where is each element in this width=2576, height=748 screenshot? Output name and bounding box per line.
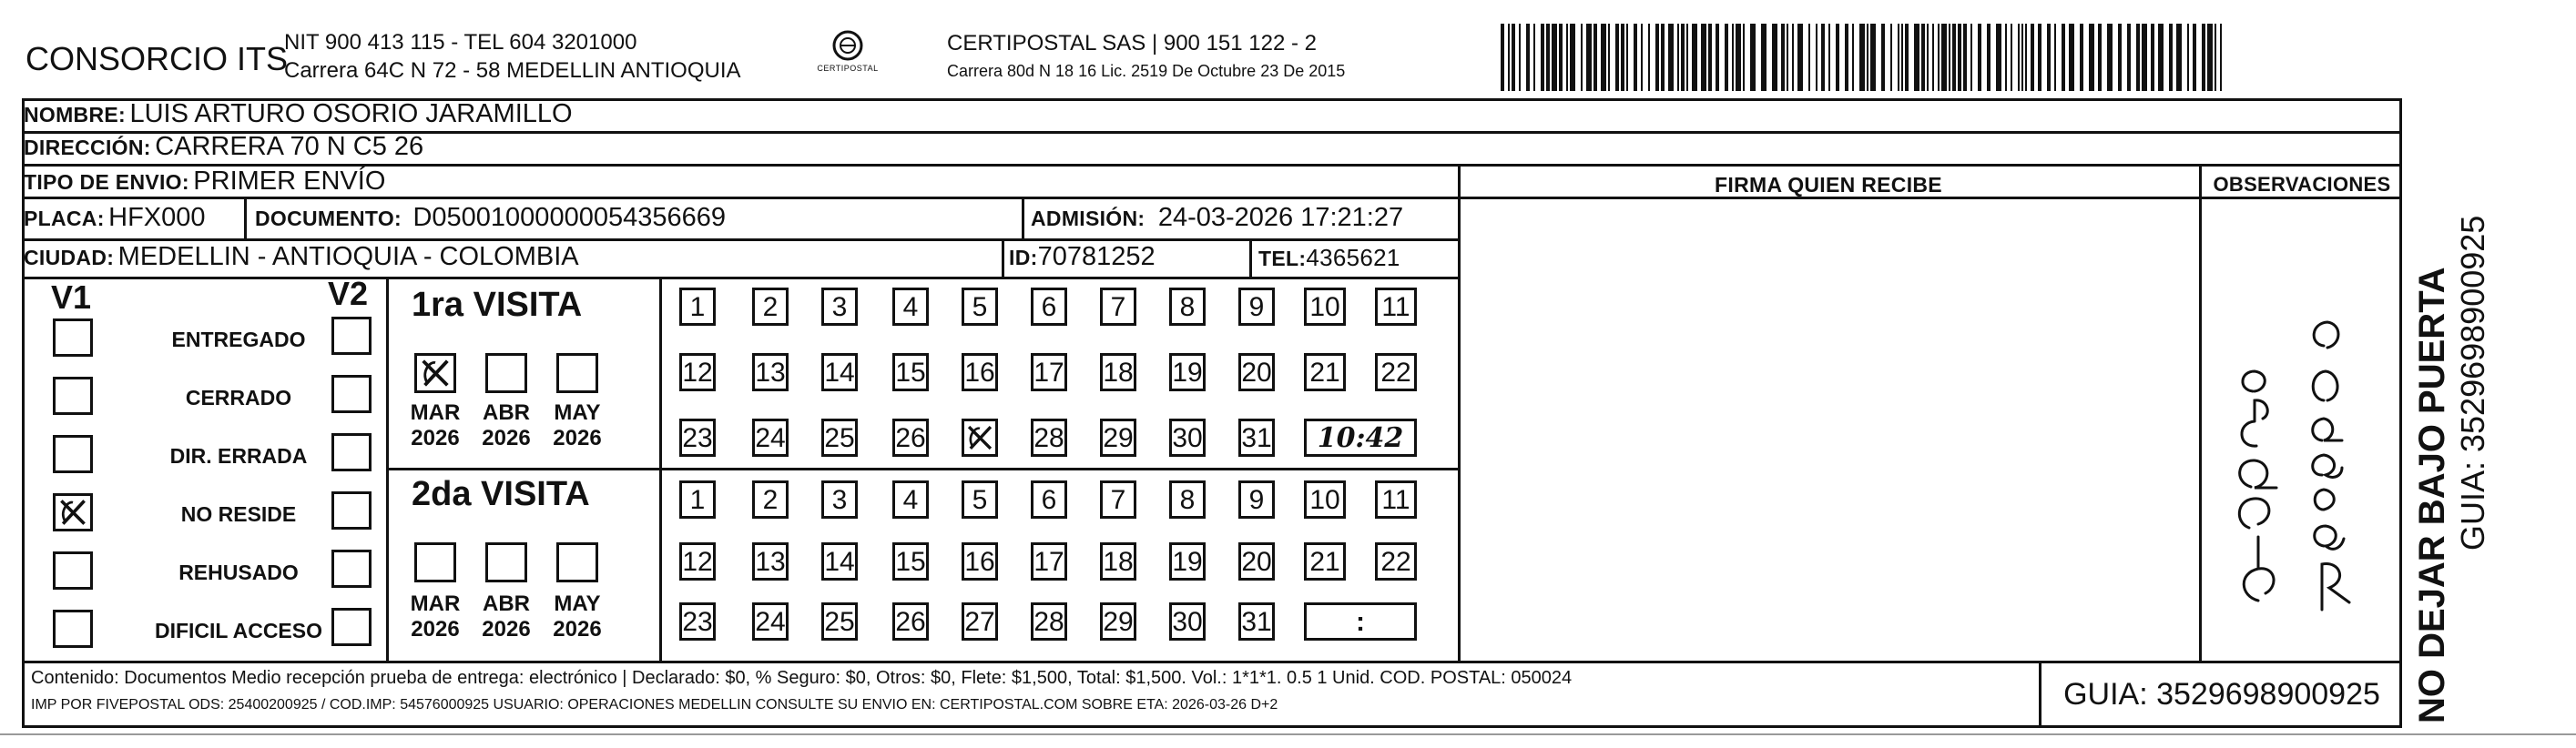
day-box[interactable]: [1375, 353, 1417, 391]
v1-checkbox[interactable]: [53, 493, 93, 531]
day-number: 26: [895, 423, 926, 453]
month-year: 2026: [482, 426, 531, 450]
day-number: 24: [755, 607, 786, 637]
nombre-value: LUIS ARTURO OSORIO JARAMILLO: [129, 99, 573, 128]
company-nit: NIT 900 413 115 - TEL 604 3201000: [284, 30, 637, 55]
ciudad-value: MEDELLIN - ANTIOQUIA - COLOMBIA: [117, 242, 579, 271]
first-time-box[interactable]: [1304, 419, 1417, 457]
day-number: 3: [831, 485, 848, 515]
day-box[interactable]: [1304, 542, 1346, 581]
day-box[interactable]: [821, 288, 858, 326]
day-box[interactable]: [679, 419, 716, 457]
day-number: 17: [1033, 358, 1064, 388]
day-number: 14: [824, 547, 855, 577]
day-box[interactable]: [752, 353, 789, 391]
documento-row: [255, 203, 726, 233]
placa-row: [24, 203, 206, 233]
day-number: 11: [1381, 292, 1410, 322]
day-box[interactable]: [679, 480, 716, 519]
observaciones-label: OBSERVACIONES: [2213, 173, 2391, 196]
day-box[interactable]: [1169, 542, 1206, 581]
id-label: ID:: [1009, 246, 1038, 269]
day-box[interactable]: [1031, 602, 1067, 641]
day-box[interactable]: [1304, 353, 1346, 391]
tipo-label: TIPO DE ENVIO:: [24, 170, 189, 194]
status-label: DIR. ERRADA: [169, 444, 308, 468]
barcode: [1501, 24, 2222, 91]
month-name: ABR: [483, 400, 530, 425]
day-box[interactable]: [1375, 480, 1417, 519]
day-box[interactable]: [1100, 353, 1136, 391]
day-number: 14: [824, 358, 855, 388]
day-number: 21: [1309, 358, 1340, 388]
month-year: 2026: [411, 426, 460, 450]
footer-imp: IMP POR FIVEPOSTAL ODS: 25400200925 / COD.IMP: 54576000925 USUARIO: OPERACIONES MEDELLIN CONSULTE SU ENVIO EN: CERTIPOSTAL.COM SOBRE ETA: 2026-03-26 D+2: [31, 697, 1278, 713]
nombre-row: [24, 99, 573, 129]
day-number: 13: [755, 358, 786, 388]
no-dejar-text: NO DEJAR BAJO PUERTA: [2412, 267, 2452, 723]
day-number: 10: [1309, 292, 1340, 322]
v1-checkbox[interactable]: [53, 610, 93, 648]
day-number: 30: [1172, 423, 1203, 453]
day-box[interactable]: [752, 419, 789, 457]
second-time-box[interactable]: [1304, 602, 1417, 641]
firma-label: FIRMA QUIEN RECIBE: [1715, 173, 1942, 197]
day-number: 28: [1033, 607, 1064, 637]
month-name: ABR: [483, 591, 530, 616]
day-number: 10: [1309, 485, 1340, 515]
ciudad-label: CIUDAD:: [24, 246, 115, 269]
month-year: 2026: [553, 617, 602, 642]
nombre-label: NOMBRE:: [24, 103, 126, 126]
month-checkbox[interactable]: [414, 353, 456, 393]
day-box[interactable]: [1238, 480, 1275, 519]
day-number: 22: [1380, 547, 1411, 577]
day-box[interactable]: [679, 542, 716, 581]
day-number: 3: [831, 292, 848, 322]
month-year: 2026: [482, 617, 531, 642]
day-box[interactable]: [1238, 288, 1275, 326]
v2-checkbox[interactable]: [331, 491, 372, 530]
id-row: [1009, 242, 1156, 272]
day-box[interactable]: [1100, 419, 1136, 457]
direccion-value: CARRERA 70 N C5 26: [155, 132, 424, 161]
day-number: 23: [682, 607, 713, 637]
day-number: 15: [895, 547, 926, 577]
day-number: 12: [682, 358, 713, 388]
status-label: REHUSADO: [178, 561, 299, 584]
ciudad-row: [24, 242, 579, 272]
day-box[interactable]: [1375, 288, 1417, 326]
month-year: 2026: [553, 426, 602, 450]
status-label: NO RESIDE: [180, 502, 297, 526]
company-address: Carrera 64C N 72 - 58 MEDELLIN ANTIOQUIA: [284, 58, 741, 83]
day-box[interactable]: [892, 542, 929, 581]
direccion-row: [24, 132, 423, 162]
day-number: 25: [824, 423, 855, 453]
day-box[interactable]: [892, 480, 929, 519]
day-box[interactable]: [962, 419, 998, 457]
day-number: 1: [689, 485, 706, 515]
v2-checkbox[interactable]: [331, 608, 372, 646]
certipostal-logo: [813, 27, 882, 80]
first-visit-label: 1ra VISITA: [412, 286, 583, 324]
day-number: 9: [1248, 292, 1265, 322]
day-box[interactable]: [1100, 602, 1136, 641]
day-box[interactable]: [962, 480, 998, 519]
day-box[interactable]: [962, 602, 998, 641]
status-label: DIFICIL ACCESO: [154, 619, 322, 642]
placa-label: PLACA:: [24, 207, 105, 230]
v1-checkbox[interactable]: [53, 377, 93, 415]
day-box[interactable]: [821, 542, 858, 581]
documento-label: DOCUMENTO:: [255, 207, 402, 230]
month-checkbox[interactable]: [414, 542, 456, 582]
day-box[interactable]: [1238, 542, 1275, 581]
day-number: 2: [762, 292, 779, 322]
status-label: CERRADO: [185, 386, 292, 409]
admision-label: ADMISIÓN:: [1031, 207, 1145, 230]
v2-checkbox[interactable]: [331, 550, 372, 588]
day-box[interactable]: [821, 602, 858, 641]
day-number: 12: [682, 547, 713, 577]
day-box[interactable]: [1238, 419, 1275, 457]
v2-checkbox[interactable]: [331, 317, 372, 355]
v2-checkbox[interactable]: [331, 433, 372, 471]
day-number: 18: [1103, 358, 1134, 388]
month-checkbox[interactable]: [485, 353, 527, 393]
v2-checkbox[interactable]: [331, 375, 372, 413]
day-box[interactable]: [1238, 353, 1275, 391]
day-box[interactable]: [892, 353, 929, 391]
day-box[interactable]: [1169, 353, 1206, 391]
day-box[interactable]: [1031, 288, 1067, 326]
side-warning: [2409, 86, 2491, 723]
day-number: 7: [1110, 292, 1126, 322]
day-box[interactable]: [1031, 353, 1067, 391]
day-number: 5: [972, 485, 988, 515]
day-number: 24: [755, 423, 786, 453]
month-name: MAR: [410, 591, 461, 616]
day-number: 29: [1103, 423, 1134, 453]
v2-label: V2: [328, 275, 369, 312]
day-number: 27: [964, 607, 995, 637]
day-number: 4: [902, 292, 919, 322]
day-box[interactable]: [1169, 480, 1206, 519]
second-time-value: :: [1356, 607, 1365, 637]
day-box[interactable]: [1169, 288, 1206, 326]
tel-label: TEL:: [1258, 247, 1307, 270]
documento-value: D05001000000054356669: [412, 203, 726, 232]
day-number: 19: [1172, 547, 1203, 577]
v1-label: V1: [51, 278, 92, 316]
month-checkbox[interactable]: [556, 542, 598, 582]
day-box[interactable]: [1304, 480, 1346, 519]
day-box[interactable]: [752, 542, 789, 581]
day-number: 29: [1103, 607, 1134, 637]
day-box[interactable]: [752, 602, 789, 641]
day-number: 9: [1248, 485, 1265, 515]
day-number: 17: [1033, 547, 1064, 577]
admision-value: 24-03-2026 17:21:27: [1157, 203, 1404, 232]
v1-checkbox[interactable]: [53, 435, 93, 473]
day-box[interactable]: [1304, 288, 1346, 326]
day-number: 5: [972, 292, 988, 322]
side-guia-text: GUIA: 3529698900925: [2454, 215, 2491, 551]
carrier-address: Carrera 80d N 18 16 Lic. 2519 De Octubre 23 De 2015: [947, 62, 1346, 80]
day-box[interactable]: [962, 542, 998, 581]
day-number: 18: [1103, 547, 1134, 577]
day-number: 28: [1033, 423, 1064, 453]
day-box[interactable]: [892, 288, 929, 326]
day-number: 20: [1241, 547, 1272, 577]
day-box[interactable]: [892, 419, 929, 457]
day-box[interactable]: [1031, 419, 1067, 457]
day-number: 1: [689, 292, 706, 322]
company-name: CONSORCIO ITS: [25, 40, 289, 77]
day-number: 8: [1179, 485, 1196, 515]
day-number: 30: [1172, 607, 1203, 637]
day-box[interactable]: [1375, 542, 1417, 581]
day-box[interactable]: [679, 602, 716, 641]
footer-contenido: Contenido: Documentos Medio recepción prueba de entrega: electrónico | Declarado: $0, % Seguro: $0, Otros: $0, Flete: $1,500, Total: $1,500. Vol.: 1*1*1. 0.5 1 Unid. COD. POSTAL: 050024: [31, 668, 1573, 688]
day-number: 23: [682, 423, 713, 453]
day-number: 7: [1110, 485, 1126, 515]
day-number: 26: [895, 607, 926, 637]
day-box[interactable]: [679, 353, 716, 391]
day-number: 16: [964, 547, 995, 577]
tel-value: 4365621: [1306, 244, 1400, 271]
day-box[interactable]: [1031, 480, 1067, 519]
day-number: 31: [1241, 423, 1272, 453]
day-box[interactable]: [1169, 602, 1206, 641]
tipo-value: PRIMER ENVÍO: [193, 167, 386, 196]
handwritten-signature: [2222, 237, 2377, 619]
logo-text: CERTIPOSTAL: [817, 64, 879, 73]
day-number: 22: [1380, 358, 1411, 388]
day-box[interactable]: [821, 480, 858, 519]
first-time-value: 10:42: [1317, 422, 1404, 454]
v1-checkbox[interactable]: [53, 551, 93, 590]
day-box[interactable]: [962, 288, 998, 326]
day-box[interactable]: [821, 353, 858, 391]
day-number: 25: [824, 607, 855, 637]
day-number: 20: [1241, 358, 1272, 388]
month-checkbox[interactable]: [556, 353, 598, 393]
day-number: 15: [895, 358, 926, 388]
day-number: 2: [762, 485, 779, 515]
day-number: 6: [1041, 292, 1057, 322]
day-number: 13: [755, 547, 786, 577]
day-number: 21: [1309, 547, 1340, 577]
second-visit-label: 2da VISITA: [412, 475, 590, 513]
day-box[interactable]: [962, 353, 998, 391]
day-number: 8: [1179, 292, 1196, 322]
day-box[interactable]: [752, 480, 789, 519]
month-name: MAY: [554, 591, 601, 616]
day-number: 11: [1381, 485, 1410, 515]
status-label: ENTREGADO: [171, 328, 306, 351]
day-box[interactable]: [1238, 602, 1275, 641]
direccion-label: DIRECCIÓN:: [24, 136, 151, 159]
placa-value: HFX000: [108, 203, 206, 232]
day-box[interactable]: [821, 419, 858, 457]
day-box[interactable]: [892, 602, 929, 641]
carrier-line: CERTIPOSTAL SAS | 900 151 122 - 2: [947, 31, 1317, 56]
day-box[interactable]: [752, 288, 789, 326]
footer-guia: GUIA: 3529698900925: [2063, 677, 2380, 712]
tel-row: [1258, 244, 1400, 272]
day-number: 16: [964, 358, 995, 388]
day-number: 4: [902, 485, 919, 515]
day-number: 31: [1241, 607, 1272, 637]
day-box[interactable]: [1031, 542, 1067, 581]
v1-checkbox[interactable]: [53, 318, 93, 357]
day-box[interactable]: [1100, 288, 1136, 326]
day-box[interactable]: [1100, 542, 1136, 581]
day-number: 19: [1172, 358, 1203, 388]
day-box[interactable]: [1100, 480, 1136, 519]
day-box[interactable]: [1169, 419, 1206, 457]
month-name: MAY: [554, 400, 601, 425]
month-year: 2026: [411, 617, 460, 642]
day-number: 6: [1041, 485, 1057, 515]
admision-row: [1031, 203, 1403, 233]
month-checkbox[interactable]: [485, 542, 527, 582]
tipo-row: [24, 167, 385, 197]
day-box[interactable]: [679, 288, 716, 326]
month-name: MAR: [410, 400, 461, 425]
id-value: 70781252: [1037, 242, 1156, 271]
